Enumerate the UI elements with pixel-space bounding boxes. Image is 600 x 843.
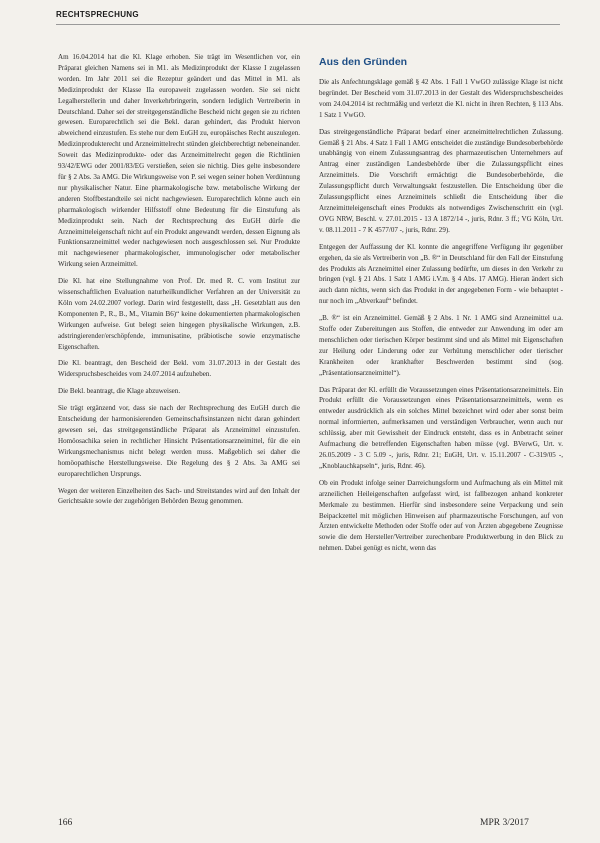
journal-issue: MPR 3/2017 — [480, 818, 529, 828]
left-column — [58, 52, 300, 513]
body-paragraph: „B. ®“ ist ein Arzneimittel. Gemäß § 2 Abs. 1 Nr. 1 AMG sind Arzneimittel u.a. Stoffe oder Zubereitungen aus Stoffen, die entweder zur Anwendung im oder am menschlichen oder tierischen Körper bestimmt sind und als Mittel mit Eigenschaften zur Heilung oder Linderung oder zur Verhütung menschlicher oder tierischer Krankheiten oder krankhafter Beschwerden bestimmt sind (sog. „Präsentationsarzneimittel“). — [319, 314, 563, 377]
body-paragraph: Die Bekl. beantragt, die Klage abzuweisen. — [58, 387, 181, 396]
body-paragraph: Wegen der weiteren Einzelheiten des Sach- und Streitstandes wird auf den Inhalt der Gerichtsakte sowie der zugehörigen Behörden Bezug genommen. — [58, 486, 300, 506]
body-paragraph: Die Kl. beantragt, den Bescheid der Bekl. vom 31.07.2013 in der Gestalt des Widerspruchsbescheides vom 24.07.2014 aufzuheben. — [58, 359, 300, 379]
body-paragraph: Am 16.04.2014 hat die Kl. Klage erhoben. Sie trägt im Wesentlichen vor, ein Präparat gleichen Namens sei in M1. als Medizinprodukt der Klasse I zugelassen worden. Im Jahr 2011 sei die Rezeptur geändert und das Mittel in M1. als Medizinprodukt der Klasse IIa europaweit zugelassen worden. Sie sei nicht Legalherstellerin und daher Inverkehrbringerin, sondern lediglich Vertreiberin in Deutschland. Daher sei der streitgegenständliche Bescheid nicht gegen sie zu richten gewesen. Europarechtlich sei die Bekl. daran gehindert, das Produkt hiervon abweichend einzustufen. Es stehe nur dem EuGH zu, europäisches Recht auszulegen. Medizinprodukterecht und Arzneimittelrecht stünden gleichberechtigt nebeneinander. Soweit das Medizinprodukte- oder das Arzneimittelrecht gegen die Richtlinien 93/42/EWG oder 2001/83/EG verstießen, seien sie nichtig. Dies gelte insbesondere für § 2 Abs. 3a AMG. Die Wirkungsweise von P. sei wegen seiner hohen Verdünnung nur physikalischer Natur. Eine pharmakologische bzw. metabolische Wirkung der anderen Stoffbestandteile sei nicht nachgewiesen. Europarechtlich könne auch ein pharmakologisch wirkender Hilfsstoff ohne Bedeutung für die Einstufung als Medizinprodukt sein. Nach der Rechtsprechung des EuGH dürfe die Arzneimitteleigenschaft nicht auf ein Produkt angewandt werden, dessen Eignung als Funktionsarzneimittel weder nachgewiesen noch ausgeschlossen sei. Nur Produkte mit nachgewiesener pharmakologischer, immunologischer oder metabolischer Wirkung seien Arzneimittel. — [58, 53, 300, 269]
body-paragraph: Ob ein Produkt infolge seiner Darreichungsform und Aufmachung als ein Mittel mit arzneilichen Heileigenschaften aufgefasst wird, ist fallbezogen anhand konkreter Merkmale zu bestimmen. Hierfür sind insbesondere seine Verpackung und sein Beipackzettel mit möglichen Hinweisen auf pharmazeutische Forschungen, auf von Ärzten entwickelte Methoden oder Stoffe oder auf von Ärzten abgegebene Zeugnisse sowie die dem Hersteller/Vertreiber zurechenbare Produktwerbung in den Blick zu nehmen. Dabei genügt es nicht, wenn das — [319, 478, 563, 553]
body-paragraph: Sie trägt ergänzend vor, dass sie nach der Rechtsprechung des EuGH durch die Entscheidung der harmonisierenden Gemeinschaftsinstanzen nicht daran gehindert gewesen sei, das streitgegenständliche Präparat als Arzneimittel einzustufen. Homöosachika seien in rechtlicher Hinsicht Präsentationsarzneimittel, für die ein Wirkungsmechanismus nicht belegt werden muss. Maßgeblich sei daher die homöopathische Herstellungsweise. Die Regelung des § 2 Abs. 3a AMG sei europarechtlichen Ursprungs. — [58, 404, 300, 478]
body-paragraph: Entgegen der Auffassung der Kl. konnte die angegriffene Verfügung ihr gegenüber ergehen, da sie als Vertreiberin von „B. ®“ in Deutschland für den Fall der Einstufung des Produkts als Arzneimittel einer Zulassung bedürfte, um dieses in den Verkehr zu bringen (vgl. § 21 Abs. 1 Satz 1 AMG i.V.m. § 4 Abs. 17 AMG). Hieran ändert sich auch dann nichts, wenn sich das Produkt in der angegebenen Form - wie behauptet - nur noch im „Abverkauf“ befindet. — [319, 242, 563, 306]
body-paragraph: Die als Anfechtungsklage gemäß § 42 Abs. 1 Fall 1 VwGO zulässige Klage ist nicht begründet. Der Bescheid vom 31.07.2013 in der Gestalt des Widerspruchsbescheides vom 24.04.2014 ist rechtmäßig und verletzt die Kl. nicht in ihren Rechten, § 113 Abs. 1 Satz 1 VwGO. — [319, 78, 563, 119]
section-label: RECHTSPRECHUNG — [56, 10, 139, 19]
body-paragraph: Das streitgegenständliche Präparat bedarf einer arzneimittelrechtlichen Zulassung. Gemäß § 21 Abs. 4 Satz 1 Fall 1 AMG entscheidet die zuständige Bundesoberbehörde unabhängig von einem Zulassungsantrag des pharmazeutischen Unternehmers auf Antrag einer zuständigen Landesbehörde über die Zulassungspflicht eines Arzneimittels. Die Vorschrift ermächtigt die Bundesoberbehörde, die Zulassungspflicht durch Verwaltungsakt festzustellen. Die Entscheidung über die Zulassungspflicht eines Arzneimittels schließt die Entscheidung über die Arzneimitteleigenschaft eines Produkts als notwendiges Zwischenschritt ein (vgl. OVG NRW, Beschl. v. 27.01.2015 - 13 A 1872/14 -, juris, Rdnr. 3 ff.; VG Köln, Urt. v. 08.11.2011 - 7 K 4577/07 -, juris, Rdnr. 29). — [319, 127, 563, 234]
body-paragraph: Die Kl. hat eine Stellungnahme von Prof. Dr. med R. C. vom Institut zur wissenschaftlichen Evaluation naturheilkundlicher Verfahren an der Universität zu Köln vom 24.02.2007 vorlegt. Darin wird festgestellt, dass „H. Gesetzblatt aus den Komponenten P., R., B., M., Vitamin B6)“ keine dokumentierten pharmakologischen Wirkungen aufweise. Gut belegt seien hingegen physikalische Wirkungen, z.B. adstringierender/erschöpfende, immunisatine, präbiotische sowie enzymatische Eigenschaften. — [58, 277, 300, 351]
right-column — [319, 56, 563, 560]
section-heading: Aus den Gründen — [319, 56, 408, 68]
page-number: 166 — [58, 818, 73, 828]
body-paragraph: Das Präparat der Kl. erfüllt die Voraussetzungen eines Präsentationsarzneimittels. Ein Produkt erfüllt die Voraussetzungen eines Präsentationsarzneimittels, wenn es entweder ausdrücklich als ein solches Mittel bezeichnet wird oder aber sonst beim normal informierten, aufmerksamen und verständigen Verbraucher, wenn auch nur schlüssig, aber mit Gewissheit der Eindruck entsteht, dass es in Anbetracht seiner Aufmachung die betreffenden Eigenschaften haben müsse (vgl. BVerwG, Urt. v. 26.05.2009 - 3 C 5.09 -, juris, Rdnr. 21; EuGH, Urt. v. 15.11.2007 - C-319/05 -, „Knoblauchkapseln“, juris, Rdnr. 46). — [319, 385, 563, 470]
header-divider — [56, 24, 560, 25]
